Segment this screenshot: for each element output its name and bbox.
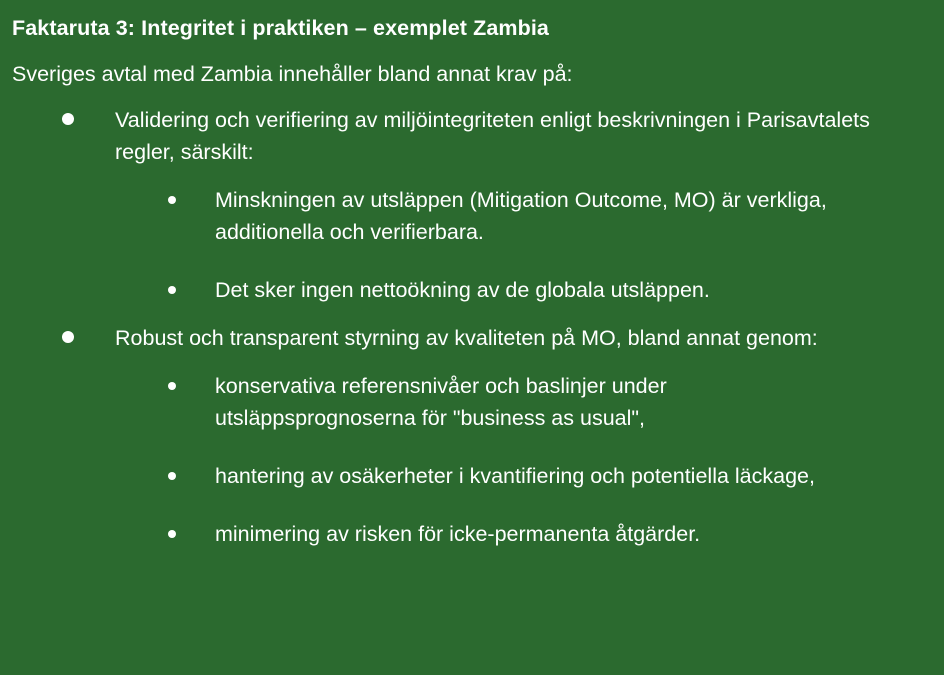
bullet-icon (62, 331, 74, 343)
bullet-icon (62, 113, 74, 125)
sub-requirement-text: Minskningen av utsläppen (Mitigation Outcome, MO) är verkliga, additionella och verifierbara. (215, 188, 827, 244)
sub-bullet-icon (168, 530, 176, 538)
requirement-text: Validering och verifiering av miljöintegriteten enligt beskrivningen i Parisavtalets regler, särskilt: (115, 108, 870, 164)
sub-bullet-icon (168, 286, 176, 294)
sub-requirement-item (12, 460, 928, 492)
sub-requirement-item (12, 274, 928, 306)
sub-requirement-text: Det sker ingen nettoökning av de globala utsläppen. (215, 278, 710, 302)
sub-requirement-text: hantering av osäkerheter i kvantifiering och potentiella läckage, (215, 464, 815, 488)
requirement-text: Robust och transparent styrning av kvaliteten på MO, bland annat genom: (115, 326, 818, 350)
sub-bullet-icon (168, 472, 176, 480)
sub-requirement-text: minimering av risken för icke-permanenta åtgärder. (215, 522, 701, 546)
sub-requirement-item (12, 518, 928, 550)
sub-bullet-icon (168, 196, 176, 204)
sub-bullet-icon (168, 382, 176, 390)
sub-requirement-text: konservativa referensnivåer och baslinjer under utsläppsprognoserna för "business as usual", (215, 374, 667, 430)
fact-box-intro: Sveriges avtal med Zambia innehåller bland annat krav på: (12, 62, 573, 86)
requirement-item (12, 104, 928, 168)
requirements-list (12, 104, 928, 550)
fact-box-title: Faktaruta 3: Integritet i praktiken – exemplet Zambia (12, 16, 549, 40)
sub-requirement-item (12, 370, 928, 434)
requirement-item (12, 322, 928, 354)
sub-requirement-item (12, 184, 928, 248)
